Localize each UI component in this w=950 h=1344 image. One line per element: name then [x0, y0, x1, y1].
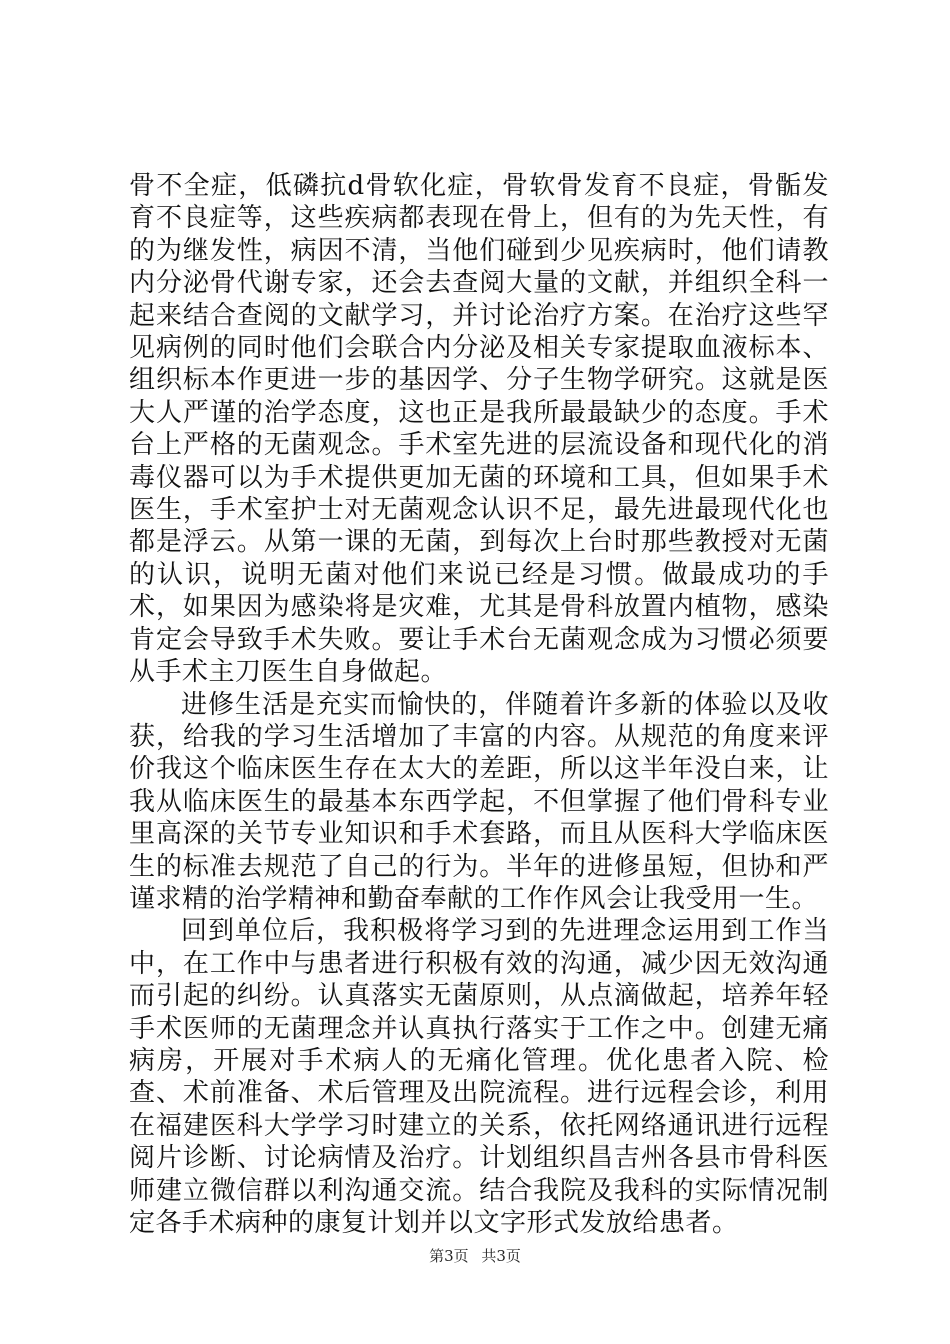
page-number: 第3页 — [429, 1247, 469, 1265]
page-footer — [0, 1245, 950, 1266]
paragraph-continued: 骨不全症，低磷抗d骨软化症，骨软骨发育不良症，骨骺发育不良症等，这些疾病都表现在骨上，但有的为先天性，有的为继发性，病因不清，当他们碰到少见疾病时，他们请教内分泌骨代谢专家，还会去查阅大量的文献，并组织全科一起来结合查阅的文献学习，并讨论治疗方案。在治疗这些罕见病例的同时他们会联合内分泌及相关专家提取血液标本、组织标本作更进一步的基因学、分子生物学研究。这就是医大人严谨的治学态度，这也正是我所最最缺少的态度。手术台上严格的无菌观念。手术室先进的层流设备和现代化的消毒仪器可以为手术提供更加无菌的环境和工具，但如果手术医生，手术室护士对无菌观念认识不足，最先进最现代化也都是浮云。从第一课的无菌，到每次上台时那些教授对无菌的认识，说明无菌对他们来说已经是习惯。做最成功的手术，如果因为感染将是灾难，尤其是骨科放置内植物，感染肯定会导致手术失败。要让手术台无菌观念成为习惯必须要从手术主刀医生自身做起。 — [129, 171, 829, 688]
paragraph-study-life: 进修生活是充实而愉快的，伴随着许多新的体验以及收获，给我的学习生活增加了丰富的内容。从规范的角度来评价我这个临床医生存在太大的差距，所以这半年没白来，让我从临床医生的最基本东西学起，不但掌握了他们骨科专业里高深的关节专业知识和手术套路，而且从医科大学临床医生的标准去规范了自己的行为。半年的进修虽短，但协和严谨求精的治学精神和勤奋奉献的工作作风会让我受用一生。 — [129, 689, 829, 914]
page-total: 共3页 — [481, 1247, 521, 1265]
document-body — [129, 170, 829, 1239]
paragraph-return-work: 回到单位后，我积极将学习到的先进理念运用到工作当中，在工作中与患者进行积极有效的沟通，减少因无效沟通而引起的纠纷。认真落实无菌原则，从点滴做起，培养年轻手术医师的无菌理念并认真执行落实于工作之中。创建无痛病房，开展对手术病人的无痛化管理。优化患者入院、检查、术前准备、术后管理及出院流程。进行远程会诊，利用在福建医科大学学习时建立的关系，依托网络通讯进行远程阅片诊断、讨论病情及治疗。计划组织昌吉州各县市骨科医师建立微信群以利沟通交流。结合我院及我科的实际情况制定各手术病种的康复计划并以文字形式发放给患者。 — [129, 916, 829, 1238]
